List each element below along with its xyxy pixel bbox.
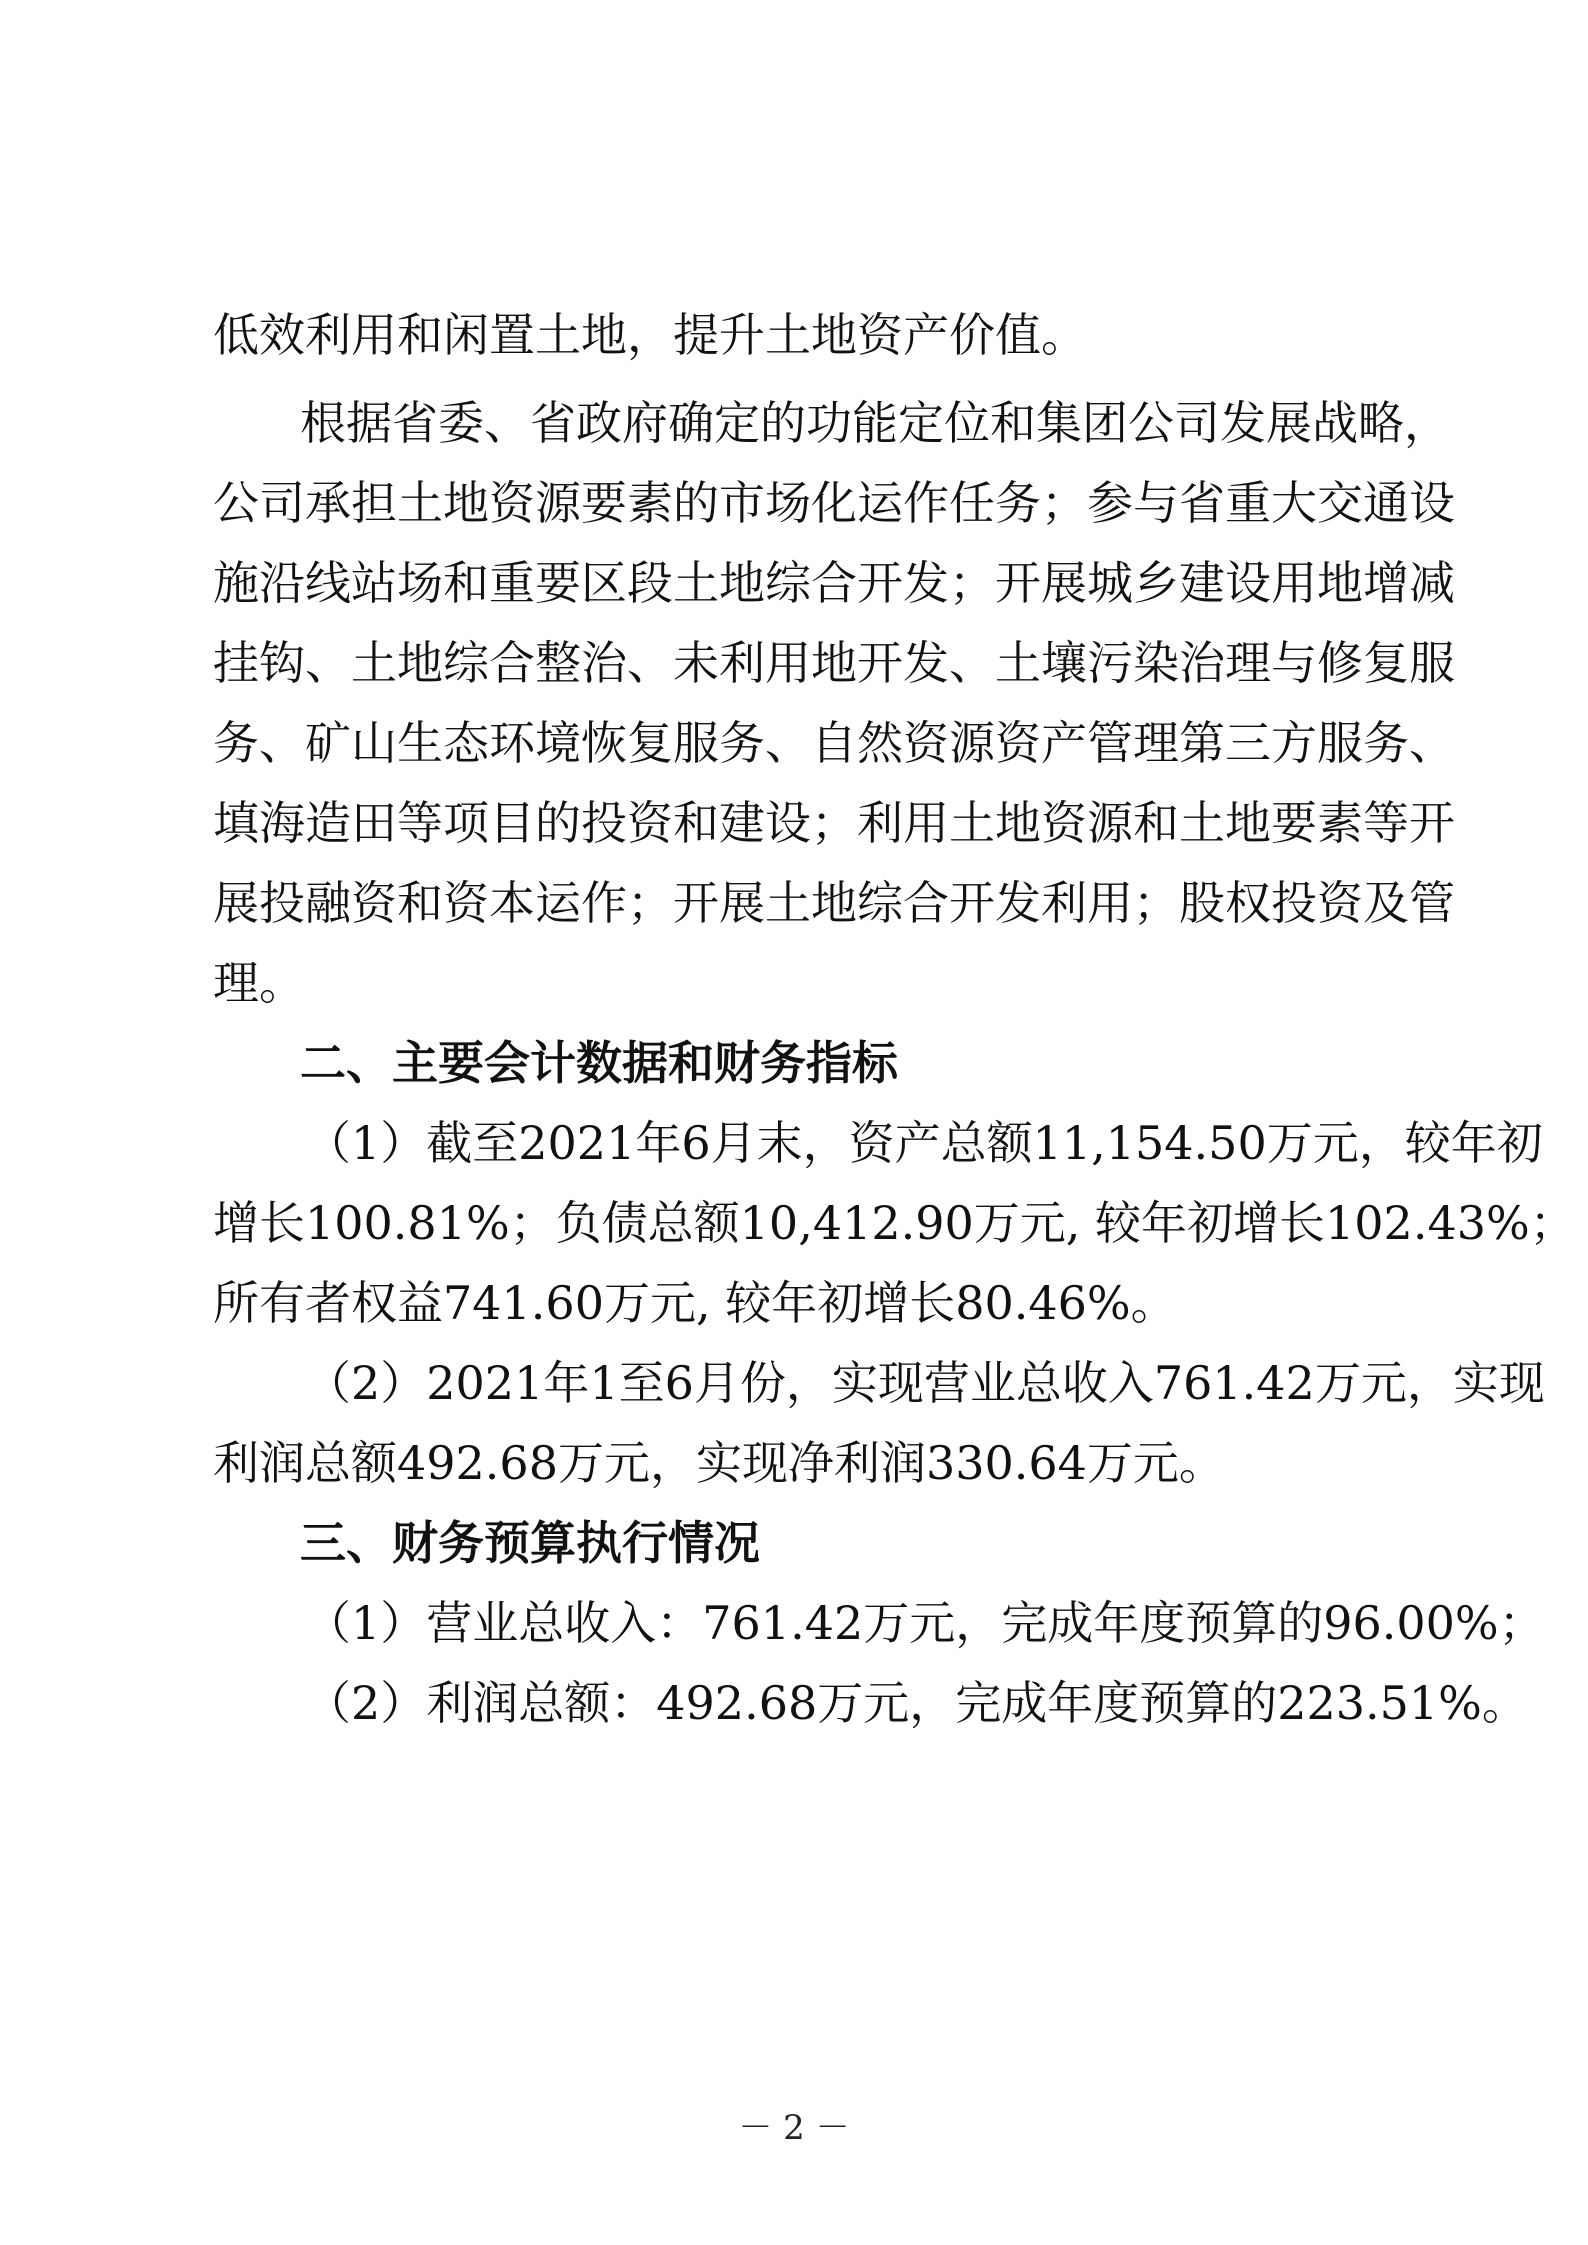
section-heading: 三、财务预算执行情况 (300, 1516, 760, 1570)
paragraph-line: （1）截至2021年6月末，资产总额11,154.50万元，较年初 (305, 1116, 1543, 1170)
paragraph-line: （2）利润总额：492.68万元，完成年度预算的223.51%。 (305, 1676, 1528, 1730)
paragraph-line: 公司承担土地资源要素的市场化运作任务；参与省重大交通设 (213, 476, 1455, 530)
paragraph-line: 增长100.81%；负债总额10,412.90万元, 较年初增长102.43%； (213, 1196, 1576, 1250)
paragraph-line: 务、矿山生态环境恢复服务、自然资源资产管理第三方服务、 (213, 716, 1455, 770)
paragraph-line: 施沿线站场和重要区段土地综合开发；开展城乡建设用地增减 (213, 556, 1455, 610)
paragraph-line: 展投融资和资本运作；开展土地综合开发利用；股权投资及管 (213, 876, 1455, 930)
paragraph-line: 根据省委、省政府确定的功能定位和集团公司发展战略， (300, 396, 1450, 450)
section-heading: 二、主要会计数据和财务指标 (300, 1036, 898, 1090)
page-number: － 2 － (738, 2108, 850, 2148)
paragraph-line: 填海造田等项目的投资和建设；利用土地资源和土地要素等开 (213, 796, 1455, 850)
paragraph-line: （2）2021年1至6月份，实现营业总收入761.42万元，实现 (305, 1356, 1545, 1410)
paragraph-line: 所有者权益741.60万元, 较年初增长80.46%。 (213, 1276, 1177, 1330)
paragraph-line: 理。 (213, 956, 305, 1010)
paragraph-line: 利润总额492.68万元，实现净利润330.64万元。 (213, 1436, 1225, 1490)
paragraph-line: 挂钩、土地综合整治、未利用地开发、土壤污染治理与修复服 (213, 636, 1455, 690)
paragraph-line: 低效利用和闲置土地，提升土地资产价值。 (213, 308, 1087, 362)
paragraph-line: （1）营业总收入：761.42万元，完成年度预算的96.00%； (305, 1596, 1545, 1650)
